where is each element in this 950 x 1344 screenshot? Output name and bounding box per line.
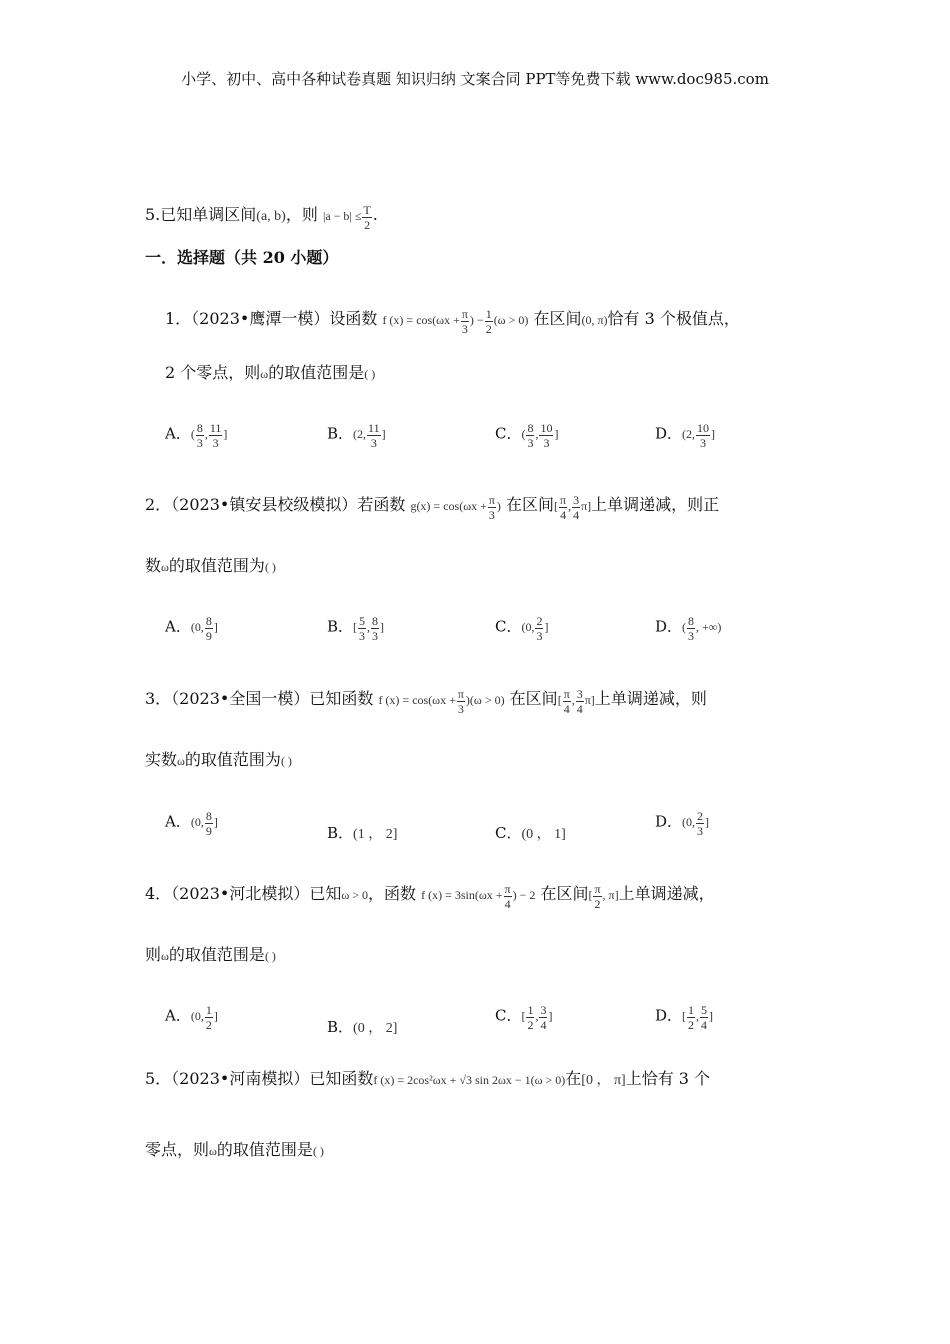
question-3-line-1: 3．（2023•全国一模）已知函数 f (x) = cos(ωx + $\frac{\pi}{3}$ )(ω > 0) 在区间[ $\frac{\pi}{4}$ , $\frac{3}{4}$ π]上单调递减，则 (145, 686, 707, 716)
q3-option-a[interactable]: A．(0, $\frac{8}{9}$ ] (165, 809, 218, 838)
q4-condition: ω > 0 (341, 888, 369, 902)
q4-interval: [ $\frac{\pi}{2}$ , π] (588, 881, 619, 911)
q5-interval: [0 ， π] (581, 1073, 626, 1088)
q1-option-b[interactable]: B．(2, $\frac{11}{3}$ ] (327, 421, 386, 450)
q2-option-b[interactable]: B．[ $\frac{5}{3}$ , $\frac{8}{3}$ ] (327, 614, 385, 643)
question-2-line-2: 数ω的取值范围为( ) (145, 556, 276, 575)
note-line: 5.已知单调区间(a, b)，则 |a − b| ≤ $\frac{T}{2}$ . (145, 202, 378, 232)
page-header: 小学、初中、高中各种试卷真题 知识归纳 文案合同 PPT等免费下载 www.doc985.com (181, 70, 769, 88)
q3-interval: [ $\frac{\pi}{4}$ , $\frac{3}{4}$ π] (557, 686, 595, 716)
q4-option-d[interactable]: D．[ $\frac{1}{2}$ , $\frac{5}{4}$ ] (655, 1003, 714, 1032)
q1-option-c[interactable]: C．( $\frac{8}{3}$ , $\frac{10}{3}$ ] (495, 421, 559, 450)
question-1-line-2: 2 个零点，则ω的取值范围是( ) (165, 363, 376, 382)
q4-function: f (x) = 3sin(ωx + $\frac{\pi}{4}$ ) − 2 (421, 881, 536, 911)
question-5-line-2: 零点，则ω的取值范围是( ) (145, 1140, 324, 1159)
question-4-line-1: 4．（2023•河北模拟）已知ω > 0，函数 f (x) = 3sin(ωx + $\frac{\pi}{4}$ ) − 2 在区间[ $\frac{\pi}{2}$ , π]上单调递减， (145, 881, 715, 911)
question-4-line-2: 则ω的取值范围是( ) (145, 945, 276, 964)
note-text-2: ，则 (285, 205, 318, 224)
q2-option-d[interactable]: D．( $\frac{8}{3}$ , +∞) (655, 614, 722, 643)
note-inequality: |a − b| ≤ $\frac{T}{2}$ (322, 202, 371, 232)
question-3-line-2: 实数ω的取值范围为( ) (145, 750, 292, 769)
q3-option-c[interactable]: C．(0 ， 1] (495, 824, 566, 842)
section-title: 一．选择题（共 20 小题） (145, 248, 339, 267)
note-text: 5.已知单调区间 (145, 205, 257, 224)
question-5-line-1: 5．（2023•河南模拟）已知函数f (x) = 2cos²ωx + √3 sin 2ωx − 1(ω > 0)在[0 ， π]上恰有 3 个 (145, 1069, 711, 1088)
q1-interval: (0, π) (581, 313, 608, 327)
q5-function: f (x) = 2cos²ωx + √3 sin 2ωx − 1(ω > 0) (373, 1073, 566, 1087)
q4-option-b[interactable]: B．(0 ， 2] (327, 1018, 398, 1036)
question-2-line-1: 2．（2023•镇安县校级模拟）若函数 g(x) = cos(ωx + $\frac{\pi}{3}$ ) 在区间[ $\frac{\pi}{4}$ , $\frac{3}{4}$ π]上单调递减，则正 (145, 492, 720, 522)
q3-function: f (x) = cos(ωx + $\frac{\pi}{3}$ )(ω > 0) (378, 686, 505, 716)
q4-option-c[interactable]: C．[ $\frac{1}{2}$ , $\frac{3}{4}$ ] (495, 1003, 553, 1032)
note-interval: (a, b) (256, 209, 286, 224)
question-1-line-1: 1．（2023•鹰潭一模）设函数 f (x) = cos(ωx + $\frac{\pi}{3}$ ) − $\frac{1}{2}$ (ω > 0) 在区间(0, π)恰有 3 个极值点， (165, 306, 740, 336)
q3-option-b[interactable]: B．(1 ， 2] (327, 824, 398, 842)
q1-option-d[interactable]: D．(2, $\frac{10}{3}$ ] (655, 421, 716, 450)
q2-function: g(x) = cos(ωx + $\frac{\pi}{3}$ ) (410, 492, 501, 522)
q1-option-a[interactable]: A．( $\frac{8}{3}$ , $\frac{11}{3}$ ] (165, 421, 228, 450)
q2-option-c[interactable]: C．(0, $\frac{2}{3}$ ] (495, 614, 549, 643)
q2-interval: [ $\frac{\pi}{4}$ , $\frac{3}{4}$ π] (554, 492, 592, 522)
q1-function: f (x) = cos(ωx + $\frac{\pi}{3}$ ) − $\frac{1}{2}$ (ω > 0) (382, 306, 529, 336)
q4-option-a[interactable]: A．(0, $\frac{1}{2}$ ] (165, 1003, 218, 1032)
q2-option-a[interactable]: A．(0, $\frac{8}{9}$ ] (165, 614, 218, 643)
q3-option-d[interactable]: D．(0, $\frac{2}{3}$ ] (655, 809, 710, 838)
